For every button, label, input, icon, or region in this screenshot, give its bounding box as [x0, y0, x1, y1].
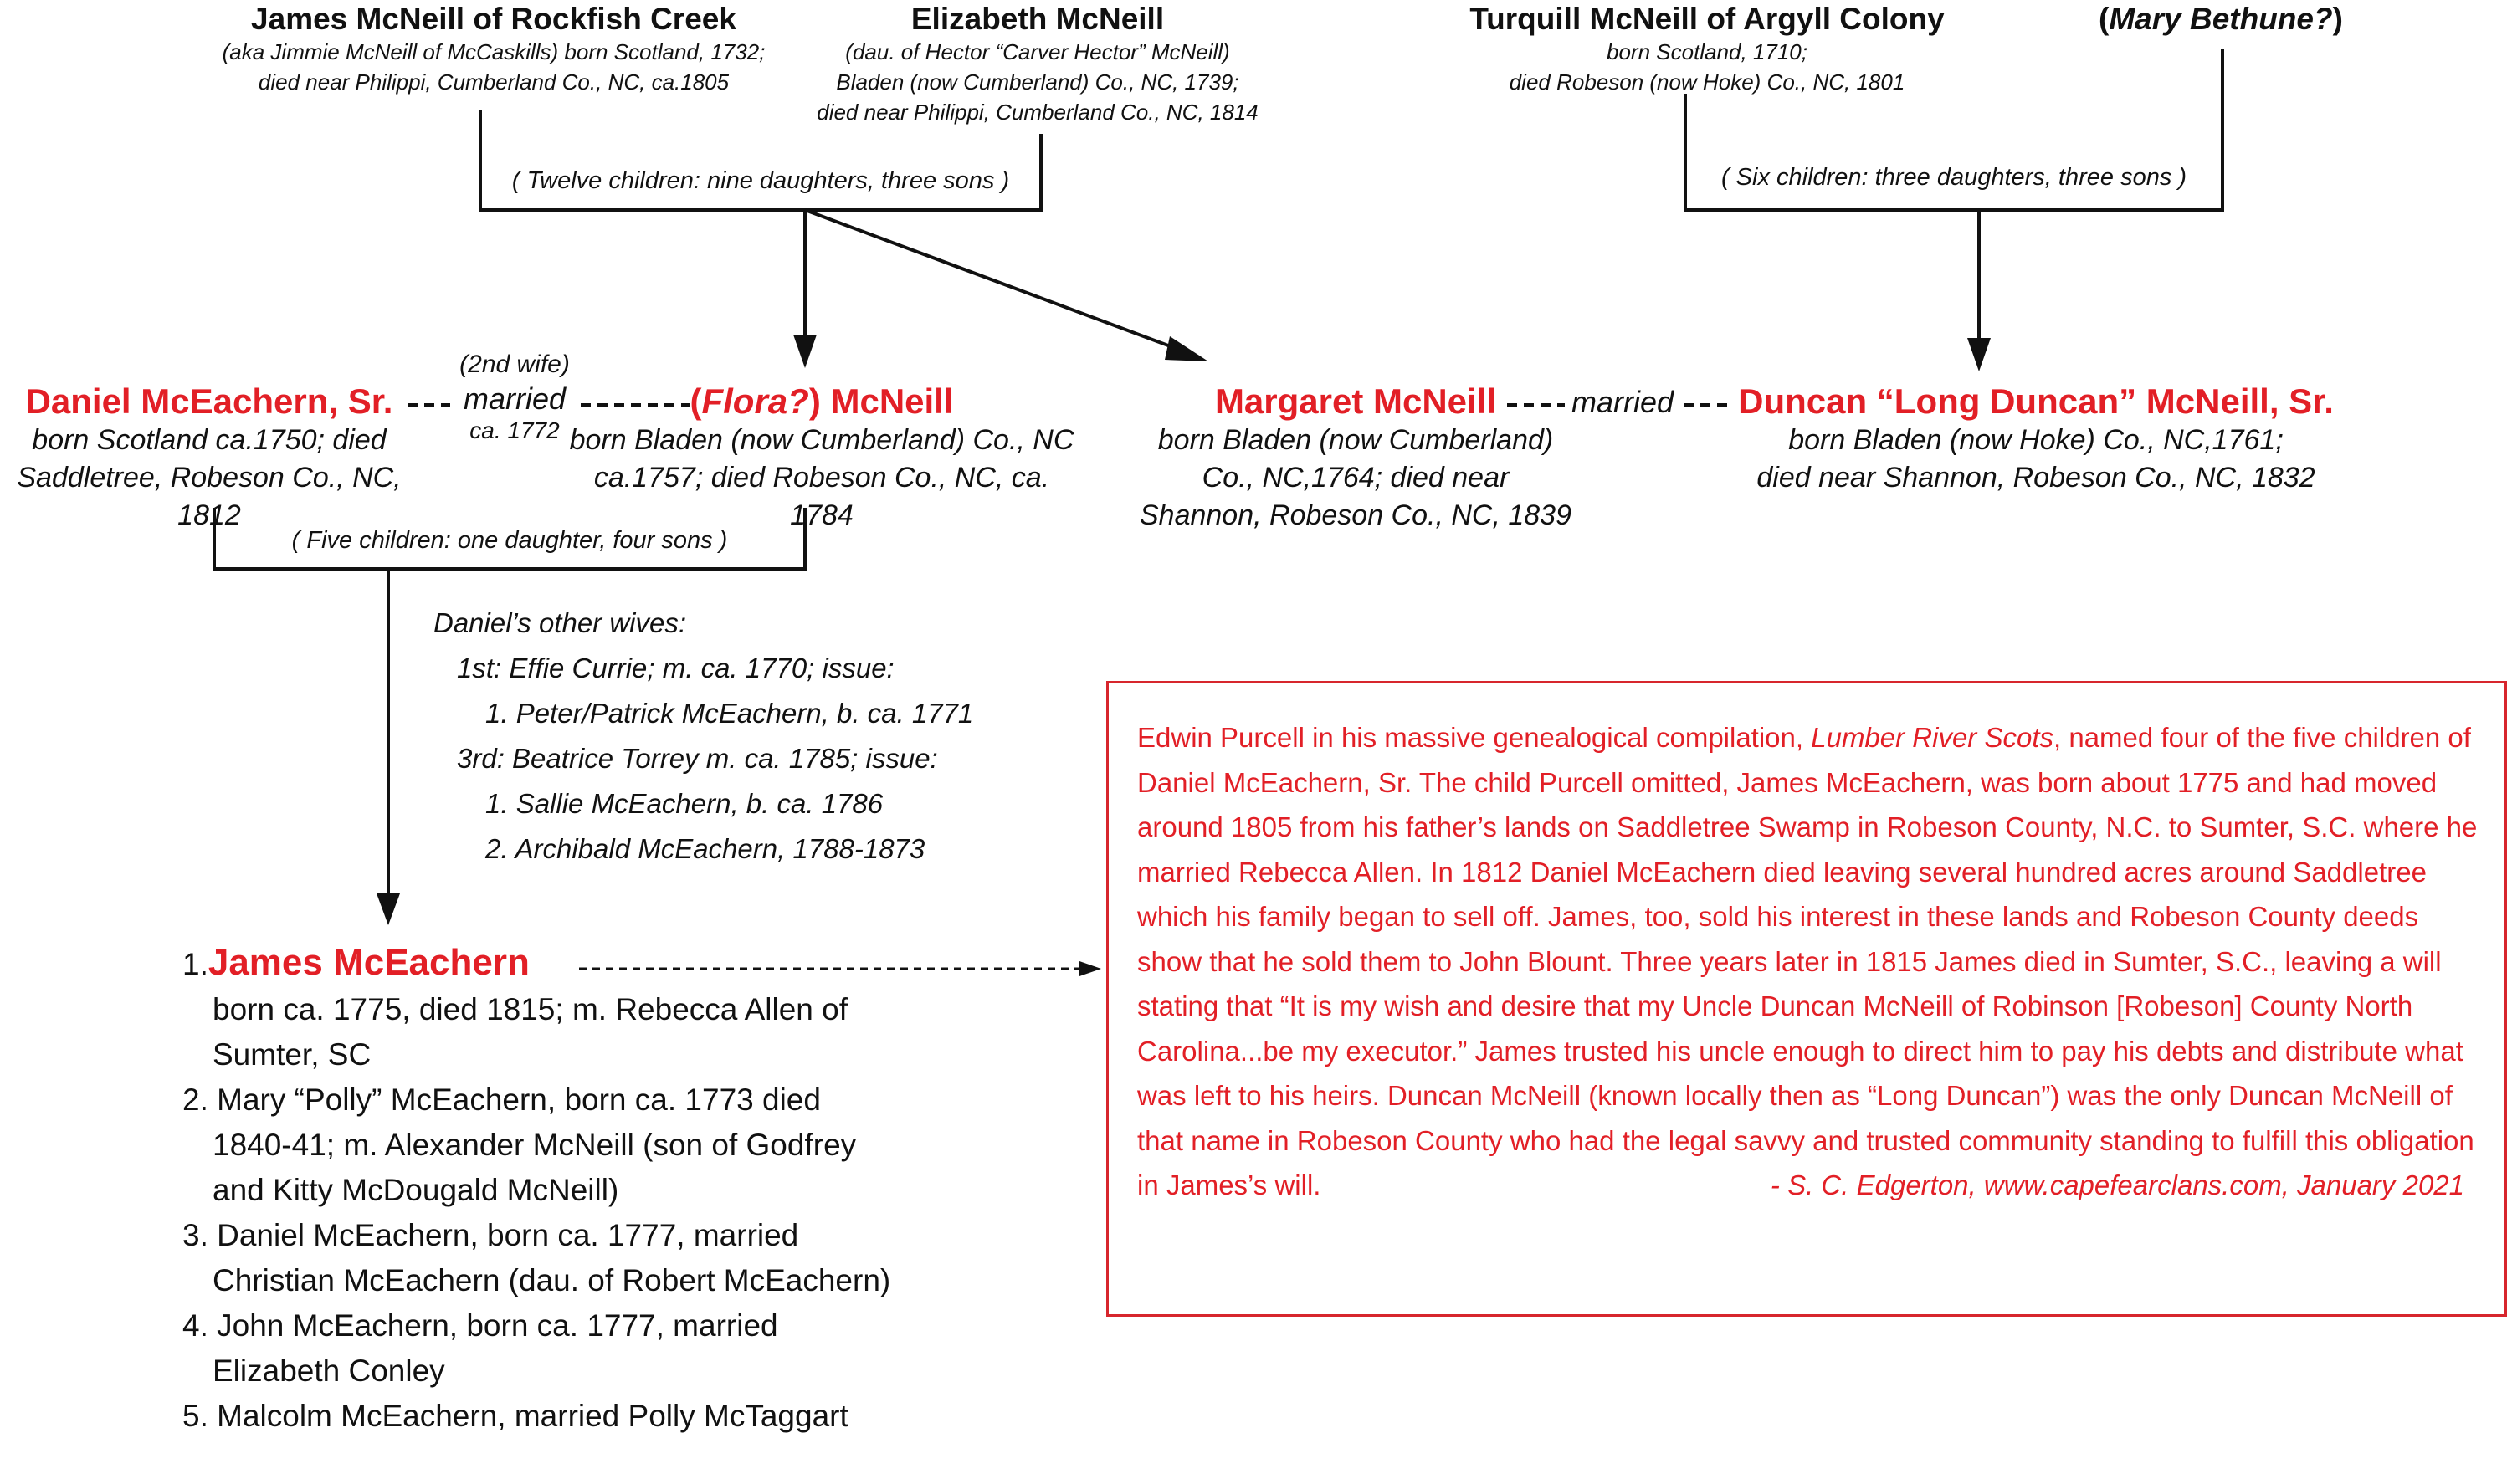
marriage2-married: married — [1571, 385, 1674, 419]
child-5-line1: 5. Malcolm McEachern, married Polly McTaggart — [182, 1399, 848, 1433]
note-part2: , named four of the five children of Daniel McEachern, Sr. The child Purcell omitted, James McEachern, was born about 1775 and had moved around 1805 from his father’s lands on Saddletree Swamp in Robeson County, N.C. to Sumter, S.C. where he married Rebecca Allen. In 1812 Daniel McEachern died leaving several hundred acres around Saddletree which his family began to sell off. James, too, sold his interest in these lands and Robeson County deeds show that he sold them to John Blount. Three years later in 1815 James died in Sumter, S.C., leaving a will stating that “It is my wish and desire that my Uncle Duncan McNeill of Robinson [Robeson] County North Carolina...be my executor.” James trusted his uncle enough to direct him to pay his debts and distribute what was left to his heirs. Duncan McNeill (known locally then as “Long Duncan”) was the only Duncan McNeill of that name in Robeson County who had the legal savvy and trusted community standing to fulfill this obligation in James’s will. — [1137, 722, 2478, 1200]
flora-name-rest: ) McNeill — [808, 381, 954, 421]
james-mcneill-name: James McNeill of Rockfish Creek — [251, 2, 736, 36]
mary-bethune-close: ) — [2332, 2, 2343, 36]
arrowhead-duncan — [1967, 338, 1991, 371]
elizabeth-mcneill — [778, 2, 1297, 127]
child-1-header — [182, 940, 1019, 987]
james-mcneill-line1: (aka Jimmie McNeill of McCaskills) born Scotland, 1732; — [222, 39, 766, 64]
daniel-mceachern-name: Daniel McEachern, Sr. — [25, 381, 393, 421]
note-book-title: Lumber River Scots — [1811, 722, 2053, 753]
turquill-mcneill-name: Turquill McNeill of Argyll Colony — [1469, 2, 1945, 36]
daniel-mceachern-line2: Saddletree, Robeson Co., NC, 1812 — [17, 462, 402, 531]
duncan-mcneill-sr — [1730, 381, 2341, 497]
purcell-note-box — [1106, 681, 2507, 1317]
arrowhead-flora — [793, 335, 817, 368]
elizabeth-mcneill-name: Elizabeth McNeill — [910, 2, 1165, 36]
flora-mcneill-name — [562, 381, 1081, 422]
couple1-children-note: ( Twelve children: nine daughters, three sons ) — [511, 167, 1010, 194]
other-wives-line5: 2. Archibald McEachern, 1788-1873 — [485, 833, 925, 864]
elizabeth-mcneill-line1: (dau. of Hector “Carver Hector” McNeill) — [845, 39, 1230, 64]
james-mcneill-rockfish — [201, 2, 787, 97]
flora-name-open: ( — [690, 381, 702, 421]
child-1-num: 1. — [182, 947, 208, 981]
arrowhead-margaret — [1165, 336, 1208, 361]
couple3-children-note: ( Five children: one daughter, four sons ) — [291, 527, 728, 554]
margaret-mcneill-line2: Co., NC,1764; died near — [1202, 462, 1510, 494]
couple2-children-note: ( Six children: three daughters, three sons ) — [1720, 164, 2187, 191]
daniel-mceachern-line1: born Scotland ca.1750; died — [32, 424, 387, 456]
margaret-mcneill — [1121, 381, 1590, 535]
turquill-mcneill — [1423, 2, 1992, 97]
duncan-mcneill-line2: died near Shannon, Robeson Co., NC, 1832 — [1756, 462, 2315, 494]
daniel-mceachern-sr — [0, 381, 418, 535]
james-mcneill-line2: died near Philippi, Cumberland Co., NC, ca.1805 — [258, 69, 730, 95]
mary-bethune-name: Mary Bethune? — [2109, 2, 2333, 36]
flora-name-italic: Flora? — [701, 381, 809, 421]
other-wives-line4: 1. Sallie McEachern, b. ca. 1786 — [485, 788, 884, 819]
child-2-line2: 1840-41; m. Alexander McNeill (son of Godfrey — [213, 1128, 857, 1162]
elizabeth-mcneill-line3: died near Philippi, Cumberland Co., NC, 1814 — [817, 100, 1259, 125]
child-1-line1: born ca. 1775, died 1815; m. Rebecca Allen of — [213, 992, 848, 1026]
marriage1-married: married — [463, 381, 567, 416]
turquill-mcneill-line1: born Scotland, 1710; — [1607, 39, 1807, 64]
flora-mcneill-line2: ca.1757; died Robeson Co., NC, ca. 1784 — [593, 462, 1050, 531]
other-wives-line2: 1. Peter/Patrick McEachern, b. ca. 1771 — [485, 698, 974, 729]
other-wives — [433, 601, 973, 872]
children-list — [182, 940, 1019, 1439]
arrow-to-margaret — [805, 210, 1175, 348]
margaret-mcneill-line1: born Bladen (now Cumberland) — [1157, 424, 1554, 456]
duncan-mcneill-line1: born Bladen (now Hoke) Co., NC,1761; — [1788, 424, 2284, 456]
child-2-line3: and Kitty McDougald McNeill) — [213, 1173, 619, 1207]
flora-mcneill — [562, 381, 1081, 535]
child-4-line1: 4. John McEachern, born ca. 1777, married — [182, 1308, 778, 1343]
elizabeth-mcneill-line2: Bladen (now Cumberland) Co., NC, 1739; — [836, 69, 1239, 95]
child-2-line1: 2. Mary “Polly” McEachern, born ca. 1773 died — [182, 1082, 821, 1117]
child-3-line1: 3. Daniel McEachern, born ca. 1777, married — [182, 1218, 799, 1252]
duncan-mcneill-name: Duncan “Long Duncan” McNeill, Sr. — [1738, 381, 2334, 421]
note-signature: - S. C. Edgerton, www.capefearclans.com, January 2021 — [1770, 1169, 2464, 1200]
arrowhead-note — [1079, 961, 1101, 976]
child-1-line2: Sumter, SC — [213, 1037, 372, 1072]
flora-mcneill-line1: born Bladen (now Cumberland) Co., NC — [569, 424, 1074, 456]
mary-bethune — [2099, 2, 2343, 37]
child-3-line2: Christian McEachern (dau. of Robert McEachern) — [213, 1263, 891, 1297]
arrowhead-james — [377, 893, 400, 925]
note-part1: Edwin Purcell in his massive genealogical compilation, — [1137, 722, 1812, 753]
other-wives-line3: 3rd: Beatrice Torrey m. ca. 1785; issue: — [457, 743, 938, 774]
other-wives-line1: 1st: Effie Currie; m. ca. 1770; issue: — [457, 652, 895, 683]
child-1-name: James McEachern — [208, 942, 530, 983]
mary-bethune-open: ( — [2099, 2, 2110, 36]
margaret-mcneill-line3: Shannon, Robeson Co., NC, 1839 — [1139, 499, 1571, 531]
child-4-line2: Elizabeth Conley — [213, 1354, 445, 1388]
turquill-mcneill-line2: died Robeson (now Hoke) Co., NC, 1801 — [1509, 69, 1905, 95]
marriage1-wife-label: (2nd wife) — [459, 351, 570, 378]
marriage1-date: ca. 1772 — [469, 417, 560, 443]
margaret-mcneill-name: Margaret McNeill — [1214, 381, 1497, 421]
other-wives-heading: Daniel’s other wives: — [433, 607, 687, 638]
